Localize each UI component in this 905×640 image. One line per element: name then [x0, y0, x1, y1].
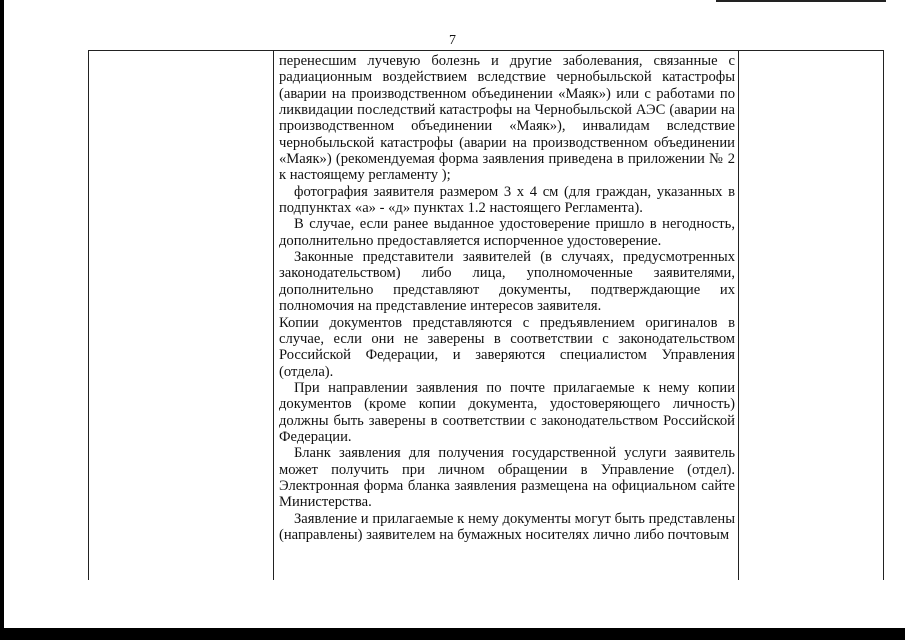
- paragraph: Законные представители заявителей (в случаях, предусмотренных законодательством) либо лица, уполномоченные заявителями, дополнительно представляют документы, подтверждающие их полномочия на представление интересов заявителя.: [279, 249, 735, 315]
- paragraph: Бланк заявления для получения государственной услуги заявитель может получить при личном обращении в Управление (отдел). Электронная форма бланка заявления размещена на официальном сайте Министерства.: [279, 445, 735, 511]
- table-column-divider-2: [738, 50, 739, 580]
- table-cell-text: [279, 53, 735, 543]
- table-border-right: [883, 50, 884, 580]
- table-column-divider-1: [273, 50, 274, 580]
- paragraph: При направлении заявления по почте прилагаемые к нему копии документов (кроме копии документа, удостоверяющего личность) должны быть заверены в соответствии с законодательством Российской Федерации.: [279, 379, 735, 445]
- paragraph: фотография заявителя размером 3 х 4 см (для граждан, указанных в подпунктах «а» - «д» пунктах 1.2 настоящего Регламента).: [279, 183, 735, 217]
- table-border-left: [88, 50, 89, 580]
- scan-edge-left: [0, 0, 4, 640]
- page-number: 7: [449, 33, 456, 48]
- paragraph: перенесшим лучевую болезнь и другие заболевания, связанные с радиационным воздействием вследствие чернобыльской катастрофы (аварии на производственном объединении «Маяк») или с работами по ликвидации последствий катастрофы на Чернобыльской АЭС (аварии на производственном объединении «Маяк»), инвалидам вследствие чернобыльской катастрофы (аварии на производственном объединении «Маяк») (рекомендуемая форма заявления приведена в приложении № 2 к настоящему регламенту );: [279, 53, 735, 184]
- paragraph: Копии документов представляются с предъявлением оригиналов в случае, если они не заверены в соответствии с законодательством Российской Федерации, и заверяются специалистом Управления (отдела).: [279, 314, 735, 380]
- scan-edge-top: [716, 0, 886, 2]
- table-top-border: [88, 50, 884, 51]
- scan-edge-bottom: [0, 628, 905, 640]
- paragraph: Заявление и прилагаемые к нему документы могут быть представлены (направлены) заявителем на бумажных носителях лично либо почтовым: [279, 510, 735, 543]
- paragraph: В случае, если ранее выданное удостоверение пришло в негодность, дополнительно предоставляется испорченное удостоверение.: [279, 216, 735, 249]
